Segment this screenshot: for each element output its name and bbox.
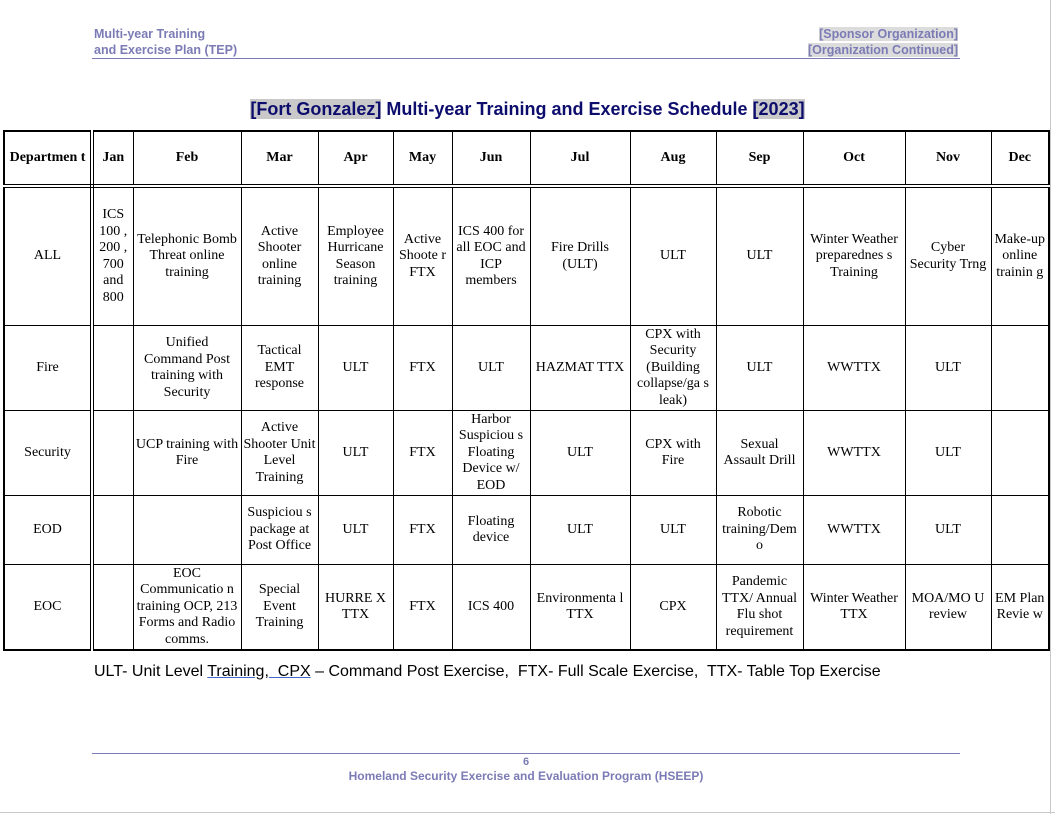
table-cell: Fire Drills (ULT) [530, 186, 630, 326]
column-header: Jul [530, 131, 630, 186]
title-year: [2023] [752, 99, 805, 119]
table-cell: EM Plan Revie w [991, 565, 1049, 651]
table-cell: Harbor Suspiciou s Floating Device w/ EOD [452, 411, 530, 496]
table-cell: Environmenta l TTX [530, 565, 630, 651]
column-header: Nov [905, 131, 991, 186]
title-location: [Fort Gonzalez] [250, 99, 382, 119]
header-right-line2: [Organization Continued] [808, 43, 958, 57]
table-row [4, 496, 1049, 565]
table-cell: Suspiciou s package at Post Office [241, 496, 318, 565]
table-row [4, 411, 1049, 496]
table-cell [905, 186, 991, 326]
table-cell [92, 496, 133, 565]
table-row [4, 326, 1049, 411]
header-left-line1: Multi-year Training [94, 27, 206, 41]
table-cell: ULT [318, 411, 393, 496]
table-cell: ULT [716, 186, 803, 326]
table-cell: Pandemic TTX/ Annual Flu shot requirement [716, 565, 803, 651]
table-cell: EOC Communicatio n training OCP, 213 Forms and Radio comms. [133, 565, 241, 651]
table-cell: Floating device [452, 496, 530, 565]
table-cell: ICS 100 , 200 , 700 and 800 [92, 186, 133, 326]
table-cell: Tactical EMT response [241, 326, 318, 411]
column-header: Jun [452, 131, 530, 186]
table-cell: Special Event Training [241, 565, 318, 651]
dept-cell: EOC [4, 565, 92, 651]
window-bottom-border [0, 812, 1055, 813]
table-cell: Sexual Assault Drill [716, 411, 803, 496]
table-cell-text: Cyber Security Trng [909, 240, 987, 272]
table-cell: MOA/MO U review [905, 565, 991, 651]
table-cell [133, 496, 241, 565]
column-header: Oct [803, 131, 905, 186]
table-cell: ICS 400 for all EOC and ICP members [452, 186, 530, 326]
dept-cell: Security [4, 411, 92, 496]
abbreviation-legend [94, 663, 881, 681]
table-cell: Employee Hurricane Season training [318, 186, 393, 326]
table-cell: UCP training with Fire [133, 411, 241, 496]
table-cell: WWTTX [803, 496, 905, 565]
page-title [0, 97, 1055, 121]
column-header: Feb [133, 131, 241, 186]
table-cell [92, 565, 133, 651]
table-cell: ICS 400 [452, 565, 530, 651]
table-cell: ULT [630, 186, 716, 326]
table-cell: FTX [393, 565, 452, 651]
table-cell: Active Shooter online training [241, 186, 318, 326]
column-header: Mar [241, 131, 318, 186]
table-cell: Robotic training/Dem o [716, 496, 803, 565]
page-number: 6 [522, 756, 530, 768]
header-left [94, 26, 237, 58]
legend-part3: – Command Post Exercise, FTX- Full Scale Exercise, TTX- Table Top Exercise [310, 663, 881, 680]
table-cell: FTX [393, 326, 452, 411]
table-cell: ULT [452, 326, 530, 411]
table-cell [991, 411, 1049, 496]
dept-cell: Fire [4, 326, 92, 411]
table-cell: Active Shooter Unit Level Training [241, 411, 318, 496]
table-cell: CPX [630, 565, 716, 651]
legend-part1: ULT- Unit Level [94, 663, 208, 680]
table-cell: Winter Weather TTX [803, 565, 905, 651]
table-row [4, 186, 1049, 326]
header-right [808, 26, 958, 58]
title-main: Multi-year Training and Exercise Schedule [381, 99, 753, 119]
table-cell [92, 326, 133, 411]
column-header: Apr [318, 131, 393, 186]
column-header: Sep [716, 131, 803, 186]
table-cell: WWTTX [803, 411, 905, 496]
legend-part2: Training, CPX [207, 663, 311, 680]
footer-text: Homeland Security Exercise and Evaluation Program (HSEEP) [348, 769, 704, 783]
header-left-line2: and Exercise Plan (TEP) [94, 43, 238, 57]
header-divider [92, 58, 960, 59]
table-row [4, 565, 1049, 651]
table-cell: WWTTX [803, 326, 905, 411]
table-cell [92, 411, 133, 496]
table-cell: ULT [905, 411, 991, 496]
table-cell: ULT [630, 496, 716, 565]
header-right-line1: [Sponsor Organization] [819, 27, 958, 41]
table-cell: ULT [905, 326, 991, 411]
window-right-border [1050, 0, 1051, 814]
schedule-table [3, 130, 1050, 651]
table-cell: Telephonic Bomb Threat online training [133, 186, 241, 326]
table-cell: Unified Command Post training with Security [133, 326, 241, 411]
table-cell: ULT [318, 326, 393, 411]
column-header: May [393, 131, 452, 186]
table-cell [991, 496, 1049, 565]
table-cell: CPX with Security (Building collapse/ga s leak) [630, 326, 716, 411]
table-cell: ULT [318, 496, 393, 565]
table-cell: ULT [530, 496, 630, 565]
table-cell: ULT [716, 326, 803, 411]
table-cell: CPX with Fire [630, 411, 716, 496]
footer-divider [92, 753, 960, 754]
table-cell: Winter Weather preparednes s Training [803, 186, 905, 326]
column-header: Aug [630, 131, 716, 186]
column-header: Dec [991, 131, 1049, 186]
table-cell: HURRE X TTX [318, 565, 393, 651]
table-cell: Make-up online trainin g [991, 186, 1049, 326]
dept-cell: EOD [4, 496, 92, 565]
table-header-row [4, 131, 1049, 186]
table-cell: HAZMAT TTX [530, 326, 630, 411]
table-cell: ULT [530, 411, 630, 496]
table-cell: ULT [905, 496, 991, 565]
table-cell: FTX [393, 496, 452, 565]
table-cell [991, 326, 1049, 411]
table-cell: Active Shoote r FTX [393, 186, 452, 326]
dept-cell: ALL [4, 186, 92, 326]
table-cell: FTX [393, 411, 452, 496]
column-header: Departmen t [4, 131, 92, 186]
column-header: Jan [92, 131, 133, 186]
